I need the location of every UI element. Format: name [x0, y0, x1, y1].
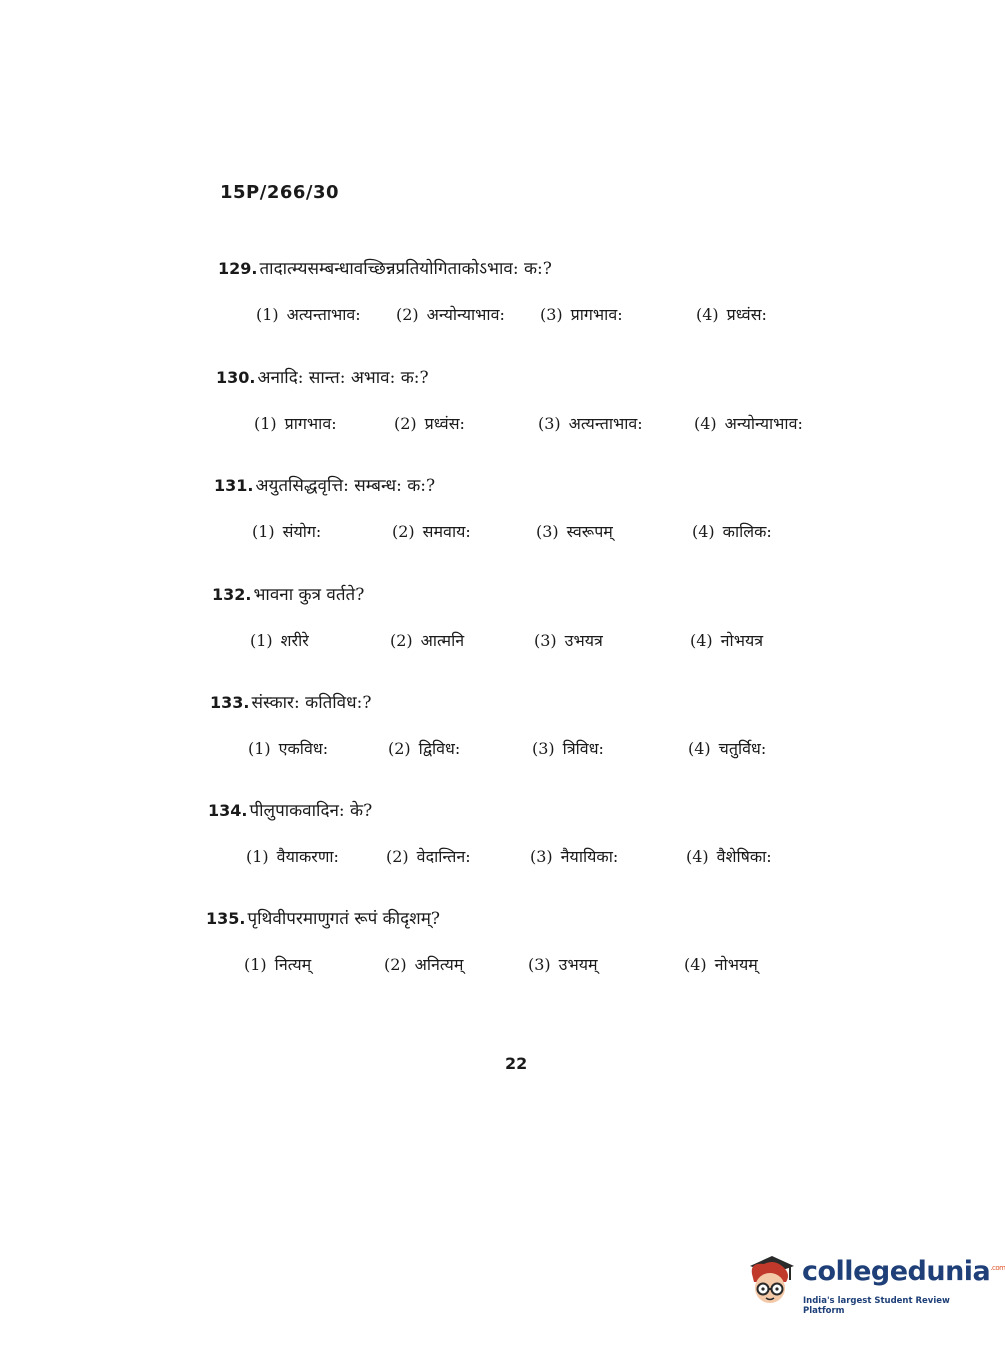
option-text: वैयाकरणा: [276, 847, 339, 866]
option-number: (3) [538, 414, 561, 433]
question-133 [210, 690, 830, 765]
option-number: (4) [686, 847, 709, 866]
option-1 [250, 629, 309, 651]
option-4 [694, 412, 803, 434]
option-number: (2) [384, 955, 407, 974]
question-number: 133. [210, 693, 250, 712]
option-text: आत्मनि [420, 631, 465, 650]
question-stem: अयुतसिद्धवृत्ति: सम्बन्ध: क:? [255, 476, 436, 496]
option-number: (1) [244, 955, 267, 974]
option-number: (1) [250, 631, 273, 650]
options-row [214, 520, 834, 548]
option-2 [394, 412, 465, 434]
option-3 [536, 520, 613, 542]
option-text: वेदान्तिन: [416, 847, 471, 866]
option-1 [252, 520, 321, 542]
option-text: एकविध: [278, 739, 329, 758]
question-132 [212, 582, 832, 657]
option-number: (1) [254, 414, 277, 433]
option-number: (1) [252, 522, 275, 541]
question-text [214, 473, 834, 496]
question-number: 129. [218, 259, 258, 278]
option-number: (4) [684, 955, 707, 974]
logo-brand-text: collegedunia [802, 1256, 991, 1287]
option-number: (2) [386, 847, 409, 866]
option-number: (1) [248, 739, 271, 758]
question-text [216, 365, 836, 388]
option-number: (4) [688, 739, 711, 758]
option-4 [690, 629, 763, 651]
option-3 [534, 629, 603, 651]
mascot-icon [742, 1252, 798, 1308]
option-number: (3) [532, 739, 555, 758]
option-number: (4) [696, 305, 719, 324]
option-number: (1) [246, 847, 269, 866]
option-number: (2) [390, 631, 413, 650]
option-text: समवाय: [422, 522, 471, 541]
option-text: नोभयम् [714, 955, 758, 974]
options-row [210, 737, 830, 765]
option-text: प्रध्वंस: [726, 305, 767, 324]
option-number: (3) [540, 305, 563, 324]
question-stem: भावना कुत्र वर्तते? [253, 585, 365, 605]
question-number: 130. [216, 368, 256, 387]
option-number: (2) [396, 305, 419, 324]
option-1 [244, 953, 311, 975]
option-number: (1) [256, 305, 279, 324]
option-text: अन्योन्याभाव: [724, 414, 803, 433]
question-stem: संस्कार: कतिविध:? [251, 693, 372, 713]
option-text: चतुर्विध: [718, 739, 767, 758]
question-text [212, 582, 832, 605]
option-4 [686, 845, 772, 867]
option-2 [386, 845, 471, 867]
option-number: (4) [692, 522, 715, 541]
option-4 [684, 953, 758, 975]
option-text: स्वरूपम् [566, 522, 613, 541]
question-stem: पीलुपाकवादिन: के? [249, 801, 373, 821]
option-4 [688, 737, 766, 759]
page-number: 22 [505, 1054, 528, 1073]
option-text: कालिक: [722, 522, 772, 541]
option-text: नित्यम् [274, 955, 312, 974]
option-1 [246, 845, 339, 867]
option-number: (2) [394, 414, 417, 433]
question-stem: अनादि: सान्त: अभाव: क:? [257, 368, 429, 388]
option-text: त्रिविध: [562, 739, 604, 758]
question-stem: तादात्म्यसम्बन्धावच्छिन्नप्रतियोगिताकोऽभाव: क:? [259, 259, 552, 279]
question-134 [208, 798, 828, 873]
option-4 [692, 520, 772, 542]
option-number: (3) [534, 631, 557, 650]
option-2 [388, 737, 460, 759]
options-row [216, 412, 836, 440]
option-1 [248, 737, 328, 759]
option-text: नोभयत्र [720, 631, 764, 650]
question-135 [206, 906, 826, 981]
question-129 [218, 256, 838, 331]
option-2 [392, 520, 471, 542]
question-130 [216, 365, 836, 440]
option-3 [540, 303, 623, 325]
option-3 [532, 737, 604, 759]
question-text [206, 906, 826, 929]
option-text: प्रागभाव: [284, 414, 337, 433]
question-number: 131. [214, 476, 254, 495]
options-row [208, 845, 828, 873]
option-3 [530, 845, 618, 867]
question-number: 134. [208, 801, 248, 820]
option-text: नैयायिका: [560, 847, 619, 866]
option-text: वैशेषिका: [716, 847, 772, 866]
logo-wordmark [802, 1256, 1005, 1287]
option-text: अत्यन्ताभाव: [568, 414, 643, 433]
collegedunia-watermark [742, 1250, 1005, 1316]
option-3 [528, 953, 598, 975]
question-text [210, 690, 830, 713]
option-text: द्विविध: [418, 739, 461, 758]
question-number: 132. [212, 585, 252, 604]
question-text [218, 256, 838, 279]
logo-tagline: India's largest Student Review Platform [803, 1296, 950, 1316]
option-text: उभयम् [558, 955, 598, 974]
option-2 [384, 953, 463, 975]
option-4 [696, 303, 767, 325]
logo-domain-suffix: .com [990, 1264, 1005, 1272]
option-text: अत्यन्ताभाव: [286, 305, 361, 324]
options-row [206, 953, 826, 981]
option-text: अनित्यम् [414, 955, 464, 974]
question-131 [214, 473, 834, 548]
options-row [218, 303, 838, 331]
option-2 [390, 629, 464, 651]
option-number: (3) [536, 522, 559, 541]
option-number: (3) [530, 847, 553, 866]
option-text: प्रध्वंस: [424, 414, 465, 433]
options-row [212, 629, 832, 657]
option-text: अन्योन्याभाव: [426, 305, 505, 324]
option-3 [538, 412, 643, 434]
question-text [208, 798, 828, 821]
question-stem: पृथिवीपरमाणुगतं रूपं कीदृशम्? [247, 909, 440, 929]
option-text: शरीरे [280, 631, 309, 650]
option-text: संयोग: [282, 522, 322, 541]
option-text: उभयत्र [564, 631, 603, 650]
option-number: (4) [690, 631, 713, 650]
option-number: (2) [388, 739, 411, 758]
option-number: (2) [392, 522, 415, 541]
paper-code: 15P/266/30 [220, 182, 340, 203]
option-2 [396, 303, 505, 325]
option-1 [254, 412, 337, 434]
option-number: (4) [694, 414, 717, 433]
option-text: प्रागभाव: [570, 305, 623, 324]
option-number: (3) [528, 955, 551, 974]
question-number: 135. [206, 909, 246, 928]
option-1 [256, 303, 361, 325]
